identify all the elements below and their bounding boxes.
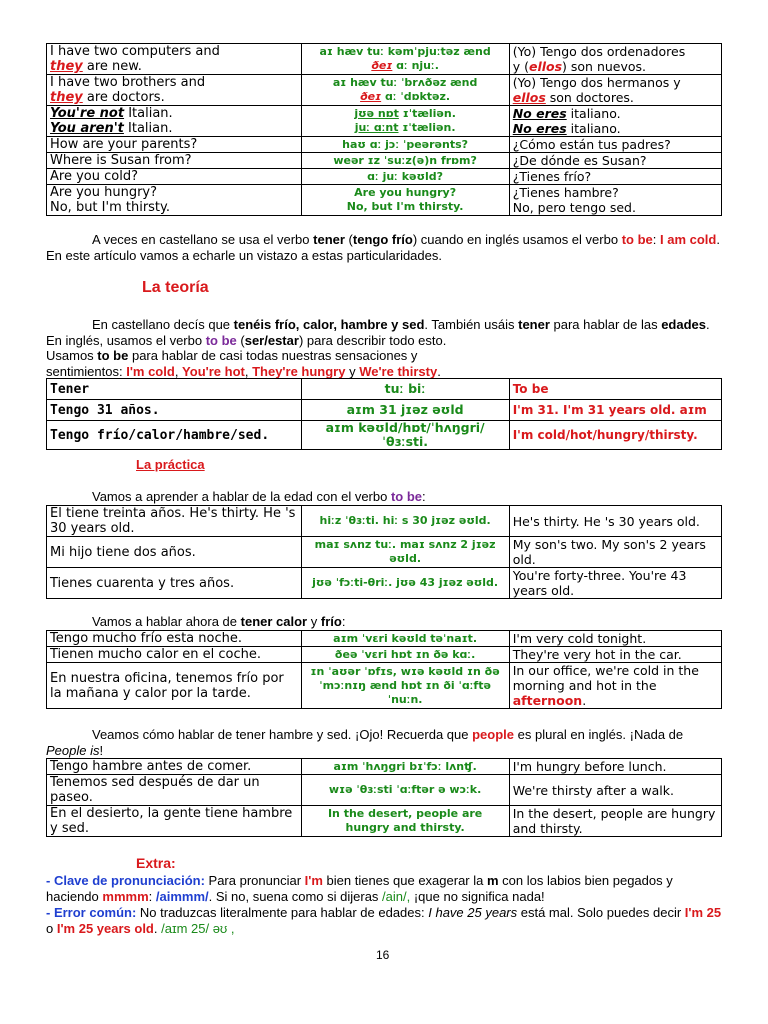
emphasis-text: afternoon bbox=[512, 693, 583, 708]
text: to be bbox=[621, 232, 653, 247]
text: No traduzcas literalmente para hablar de edades: bbox=[136, 905, 429, 920]
translation-cell bbox=[509, 185, 721, 216]
cell-text: ¿Tienes hambre? bbox=[512, 185, 619, 200]
translation-cell: My son's two. My son's 2 years old. bbox=[509, 537, 721, 568]
ipa-cell bbox=[301, 75, 509, 106]
ipa-cell: aɪm kəʊld/hɒt/ˈhʌŋgri/ˈθɜːsti. bbox=[301, 421, 509, 450]
text: bien tienes que exagerar la bbox=[322, 873, 487, 888]
ipa-cell: jʊə ˈfɔːti-θriː. jʊə 43 jɪəz əʊld. bbox=[301, 568, 509, 599]
text: Usamos bbox=[46, 348, 98, 363]
text: We're thirsty bbox=[359, 364, 438, 379]
text: : bbox=[422, 489, 426, 504]
text: es plural en inglés. ¡Nada de bbox=[514, 727, 684, 742]
english-cell bbox=[47, 44, 302, 75]
text: tener bbox=[313, 232, 345, 247]
english-cell bbox=[47, 185, 302, 216]
cell-text: ɪˈtæliən. bbox=[398, 107, 456, 120]
vocab-table-3 bbox=[46, 505, 722, 599]
table-row bbox=[47, 153, 722, 169]
text: ) cuando en inglés usamos el verbo bbox=[412, 232, 622, 247]
ipa-cell: ɪn ˈaʊər ˈɒfɪs, wɪə kəʊld ɪn ðə ˈmɔːnɪŋ ænd hɒt ɪn ði ˈɑːftəˈnuːn. bbox=[301, 663, 509, 709]
cell-text: y ( bbox=[512, 59, 529, 74]
text: I have 25 years bbox=[428, 905, 518, 920]
ipa-cell: tuː biː bbox=[301, 379, 509, 400]
text: I'm cold bbox=[126, 364, 175, 379]
translation-cell: I'm cold/hot/hungry/thirsty. bbox=[509, 421, 721, 450]
emphasis-text: jʊə nɒt bbox=[354, 107, 399, 120]
cell-text: Are you hungry? bbox=[50, 185, 158, 200]
cell-text: Are you hungry? bbox=[354, 186, 457, 199]
cell-text: aɪ hæv tuː kəmˈpjuːtəz ænd bbox=[319, 45, 491, 58]
translation-cell bbox=[509, 106, 721, 137]
table-row bbox=[47, 631, 722, 647]
emphasis-text: No eres bbox=[512, 121, 567, 136]
text: o bbox=[46, 921, 57, 936]
ipa-cell: aɪm 31 jɪəz əʊld bbox=[301, 400, 509, 421]
english-cell: En nuestra oficina, tenemos frío por la mañana y calor por la tarde. bbox=[47, 663, 302, 709]
english-cell bbox=[47, 75, 302, 106]
text: . Si no, suena como si dijeras bbox=[208, 889, 383, 904]
cell-text: aɪ hæv tuː ˈbrʌðəz ænd bbox=[332, 76, 478, 89]
translation-cell: We're thirsty after a walk. bbox=[509, 775, 721, 806]
tip-label: - Clave de pronunciación: bbox=[46, 873, 205, 888]
english-cell: Tengo frío/calor/hambre/sed. bbox=[47, 421, 302, 450]
ipa-cell: aɪm ˈhʌŋgri bɪˈfɔː lʌnʧ. bbox=[301, 759, 509, 775]
text: . En este artículo vamos a echarle un vistazo a estas particularidades. bbox=[46, 232, 720, 263]
vocab-table-5 bbox=[46, 758, 722, 837]
ipa-cell: aɪm ˈvɛri kəʊld təˈnaɪt. bbox=[301, 631, 509, 647]
cell-text: ɑː njuː. bbox=[392, 59, 439, 72]
english-cell: En el desierto, la gente tiene hambre y sed. bbox=[47, 806, 302, 837]
ipa-cell: weər ɪz ˈsuːz(ə)n frɒm? bbox=[301, 153, 509, 169]
table-row bbox=[47, 506, 722, 537]
ipa-cell bbox=[301, 44, 509, 75]
table-row bbox=[47, 169, 722, 185]
table-row bbox=[47, 379, 722, 400]
text: ! bbox=[99, 743, 104, 758]
translation-cell: He's thirty. He 's 30 years old. bbox=[509, 506, 721, 537]
table-row bbox=[47, 44, 722, 75]
intro-paragraph bbox=[46, 232, 726, 264]
text: . bbox=[153, 921, 162, 936]
text: tener bbox=[518, 317, 550, 332]
theory-paragraph bbox=[46, 317, 726, 349]
english-cell: Tengo mucho frío esta noche. bbox=[47, 631, 302, 647]
text: ) para describir todo esto. bbox=[298, 333, 447, 348]
text: En castellano decís que bbox=[92, 317, 234, 332]
text: I'm 25 bbox=[684, 905, 722, 920]
cell-text: are doctors. bbox=[82, 90, 165, 105]
text: . También usáis bbox=[424, 317, 519, 332]
table-row bbox=[47, 663, 722, 709]
text: əʊ , bbox=[209, 921, 235, 936]
text: I am cold bbox=[659, 232, 717, 247]
table-row bbox=[47, 75, 722, 106]
table-row bbox=[47, 421, 722, 450]
text: to be bbox=[205, 333, 237, 348]
text: : bbox=[652, 232, 660, 247]
text: con los labios bien pegados y haciendo bbox=[46, 873, 673, 904]
vocab-table-2 bbox=[46, 378, 722, 450]
ipa-cell: ðeə ˈvɛri hɒt ɪn ðə kɑː. bbox=[301, 647, 509, 663]
cell-text: I have two brothers and bbox=[50, 75, 206, 90]
english-cell: How are your parents? bbox=[47, 137, 302, 153]
text: m bbox=[486, 873, 499, 888]
text: . bbox=[437, 364, 441, 379]
table-row bbox=[47, 806, 722, 837]
pronoun-highlight: they bbox=[50, 59, 83, 74]
english-cell bbox=[47, 106, 302, 137]
cell-text: No, but I'm thirsty. bbox=[50, 200, 171, 215]
pronoun-highlight: ellos bbox=[528, 59, 563, 74]
cell-text: In our office, we're cold in the morning and hot in the bbox=[512, 663, 699, 693]
text: y bbox=[307, 614, 321, 629]
english-cell: Tienes cuarenta y tres años. bbox=[47, 568, 302, 599]
hunger-thirst-intro bbox=[46, 727, 726, 759]
vocab-table-4 bbox=[46, 630, 722, 709]
english-cell: Tenemos sed después de dar un paseo. bbox=[47, 775, 302, 806]
text: . En inglés, usamos el verbo bbox=[46, 317, 710, 348]
translation-cell: ¿Tienes frío? bbox=[509, 169, 721, 185]
text: Vamos a hablar ahora de bbox=[92, 614, 241, 629]
ipa-cell: maɪ sʌnz tuː. maɪ sʌnz 2 jɪəz əʊld. bbox=[301, 537, 509, 568]
text: está mal. Solo puedes decir bbox=[517, 905, 685, 920]
translation-cell: They're very hot in the car. bbox=[509, 647, 721, 663]
extra-heading: Extra: bbox=[136, 855, 176, 871]
page-number: 16 bbox=[376, 948, 390, 962]
text: mmmm bbox=[102, 889, 149, 904]
text: people bbox=[472, 727, 515, 742]
vocab-table-1 bbox=[46, 43, 722, 216]
pronoun-highlight: ellos bbox=[512, 90, 546, 105]
cell-text: (Yo) Tengo dos hermanos y bbox=[512, 75, 681, 90]
text: , bbox=[174, 364, 183, 379]
cell-text: ) son nuevos. bbox=[562, 59, 647, 74]
english-cell: Tengo 31 años. bbox=[47, 400, 302, 421]
ipa-cell bbox=[301, 185, 509, 216]
table-row bbox=[47, 568, 722, 599]
text: to be bbox=[390, 489, 423, 504]
cell-text: I have two computers and bbox=[50, 44, 220, 59]
text: ( bbox=[344, 232, 353, 247]
text: People is bbox=[46, 743, 100, 758]
cell-text: Italian. bbox=[124, 106, 173, 121]
section-heading-teoria: La teoría bbox=[142, 279, 209, 296]
text: Veamos cómo hablar de tener hambre y sed. ¡Ojo! Recuerda que bbox=[92, 727, 473, 742]
ipa-cell: haʊ ɑː jɔː ˈpeərənts? bbox=[301, 137, 509, 153]
text: /aɪm 25/ bbox=[161, 921, 210, 936]
cell-text: ɪˈtæliən. bbox=[398, 121, 456, 134]
text: tengo frío bbox=[352, 232, 413, 247]
tip-label: - Error común: bbox=[46, 905, 137, 920]
ipa-cell: ɑː juː kəʊld? bbox=[301, 169, 509, 185]
text: y bbox=[345, 364, 360, 379]
english-cell: Are you cold? bbox=[47, 169, 302, 185]
text: para hablar de las bbox=[549, 317, 662, 332]
ipa-cell: wɪə ˈθɜːsti ˈɑːftər ə wɔːk. bbox=[301, 775, 509, 806]
cell-text: ɑː ˈdɒktəz. bbox=[381, 90, 451, 103]
cell-text: italiano. bbox=[566, 106, 621, 121]
translation-cell: I'm very cold tonight. bbox=[509, 631, 721, 647]
english-cell: El tiene treinta años. He's thirty. He 's 30 years old. bbox=[47, 506, 302, 537]
text: I'm 25 years old bbox=[56, 921, 154, 936]
english-cell: Tener bbox=[47, 379, 302, 400]
emphasis-text: No eres bbox=[512, 106, 567, 121]
table-row bbox=[47, 775, 722, 806]
translation-cell: To be bbox=[509, 379, 721, 400]
table-row bbox=[47, 106, 722, 137]
cell-text: are new. bbox=[82, 59, 142, 74]
text: You're hot bbox=[182, 364, 245, 379]
pronunciation-tip bbox=[46, 873, 726, 937]
theory-paragraph-2 bbox=[46, 348, 466, 380]
translation-cell bbox=[509, 75, 721, 106]
text: They're hungry bbox=[252, 364, 346, 379]
text: : bbox=[341, 614, 346, 629]
text: , bbox=[244, 364, 253, 379]
text: edades bbox=[661, 317, 707, 332]
text: I'm bbox=[304, 873, 323, 888]
section-heading-practica: La práctica bbox=[136, 457, 205, 472]
english-cell: Mi hijo tiene dos años. bbox=[47, 537, 302, 568]
cell-text: Italian. bbox=[123, 121, 173, 136]
text: : bbox=[148, 889, 156, 904]
table-row bbox=[47, 185, 722, 216]
cell-text: italiano. bbox=[566, 121, 621, 136]
cell-text: (Yo) Tengo dos ordenadores bbox=[512, 44, 686, 59]
ipa-cell bbox=[301, 106, 509, 137]
ipa-cell: hiːz ˈθɜːti. hiː s 30 jɪəz əʊld. bbox=[301, 506, 509, 537]
cell-text: son doctores. bbox=[545, 90, 634, 105]
cell-text: No, pero tengo sed. bbox=[512, 200, 636, 215]
text: ¡que no significa nada! bbox=[410, 889, 545, 904]
emphasis-text: You're not bbox=[50, 106, 125, 121]
pronoun-highlight: they bbox=[50, 90, 83, 105]
ipa-cell: In the desert, people are hungry and thirsty. bbox=[301, 806, 509, 837]
english-cell: Tengo hambre antes de comer. bbox=[47, 759, 302, 775]
text: to be bbox=[97, 348, 129, 363]
practice-intro bbox=[46, 489, 726, 505]
cell-text: No, but I'm thirsty. bbox=[346, 200, 464, 213]
table-row bbox=[47, 537, 722, 568]
table-row bbox=[47, 400, 722, 421]
translation-cell: I'm 31. I'm 31 years old. aɪm bbox=[509, 400, 721, 421]
text: tenéis frío, calor, hambre y sed bbox=[233, 317, 425, 332]
pronoun-highlight: ðeɪ bbox=[360, 90, 382, 103]
translation-cell: I'm hungry before lunch. bbox=[509, 759, 721, 775]
cell-text: . bbox=[582, 693, 587, 708]
emphasis-text: juː ɑːnt bbox=[354, 121, 399, 134]
text: ( bbox=[236, 333, 245, 348]
pronoun-highlight: ðeɪ bbox=[371, 59, 393, 72]
translation-cell bbox=[509, 663, 721, 709]
text: para hablar de casi todas nuestras sensaciones y sentimientos: bbox=[46, 348, 418, 379]
translation-cell: In the desert, people are hungry and thirsty. bbox=[509, 806, 721, 837]
english-cell: Where is Susan from? bbox=[47, 153, 302, 169]
text: /aimmm/ bbox=[155, 889, 209, 904]
text: Vamos a aprender a hablar de la edad con el verbo bbox=[92, 489, 391, 504]
emphasis-text: You aren't bbox=[50, 121, 124, 136]
text: Para pronunciar bbox=[204, 873, 305, 888]
translation-cell bbox=[509, 44, 721, 75]
translation-cell: ¿Cómo están tus padres? bbox=[509, 137, 721, 153]
english-cell: Tienen mucho calor en el coche. bbox=[47, 647, 302, 663]
hot-cold-intro bbox=[46, 614, 726, 630]
table-row bbox=[47, 137, 722, 153]
text: ser/estar bbox=[244, 333, 299, 348]
table-row bbox=[47, 759, 722, 775]
text: /ain/, bbox=[382, 889, 411, 904]
translation-cell: You're forty-three. You're 43 years old. bbox=[509, 568, 721, 599]
table-row bbox=[47, 647, 722, 663]
text: A veces en castellano se usa el verbo bbox=[92, 232, 314, 247]
translation-cell: ¿De dónde es Susan? bbox=[509, 153, 721, 169]
text: tener calor bbox=[240, 614, 308, 629]
text: frío bbox=[320, 614, 342, 629]
